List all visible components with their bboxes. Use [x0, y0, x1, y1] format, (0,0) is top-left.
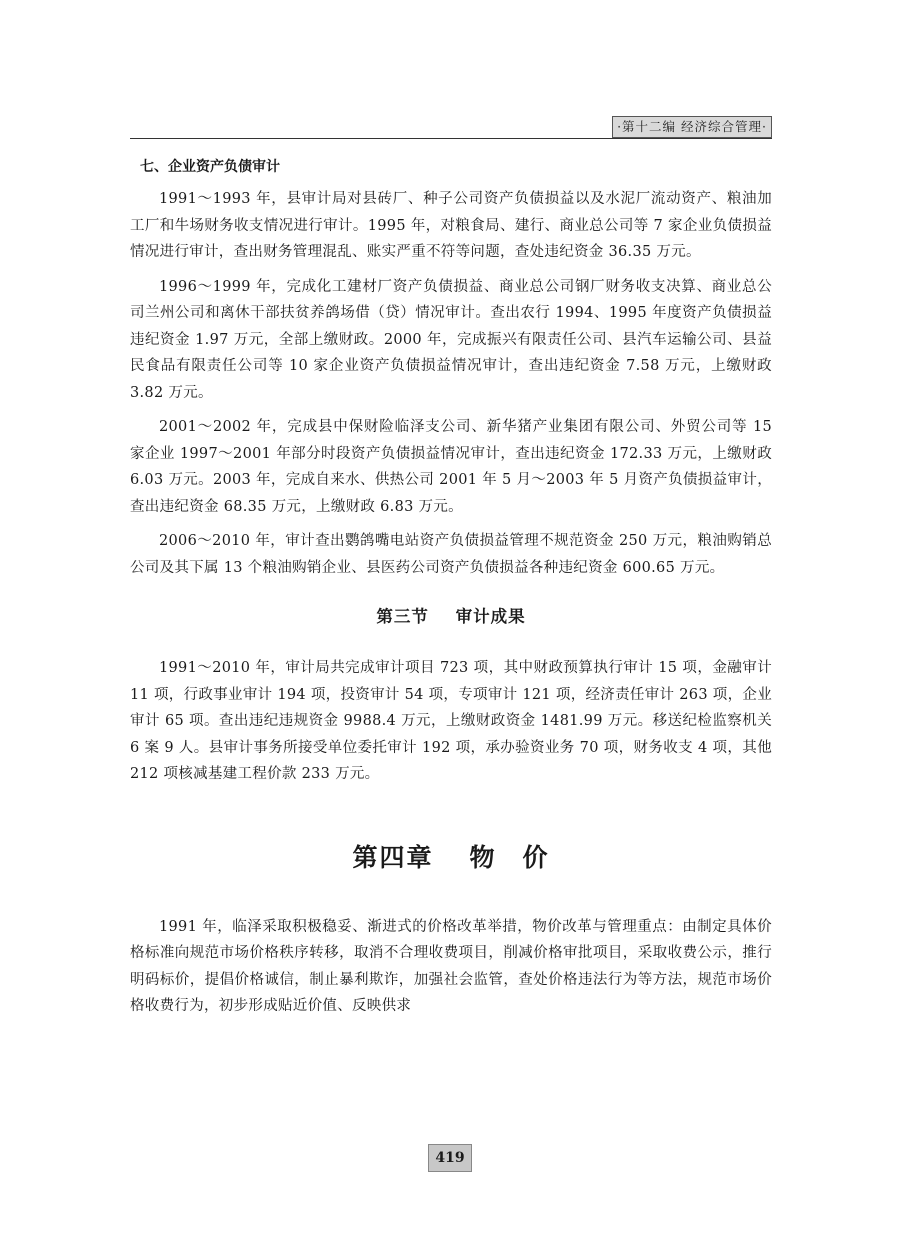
chapter-name-char-2: 价 [522, 842, 550, 872]
paragraph: 1996～1999 年，完成化工建材厂资产负债损益、商业总公司钢厂财务收支决算、商业总公司兰州公司和离休干部扶贫养鸽场借（贷）情况审计。查出农行 1994、1995 年度资产负债损益违纪资金 1.97 万元，全部上缴财政。2000 年，完成振兴有限责任公司、县汽车运输公司、县益民食品有限责任公司等 10 家企业资产负债损益情况审计，查出违纪资金 7.58 万元，上缴财政 3.82 万元。 [130, 278, 772, 401]
section-name: 审计成果 [455, 607, 526, 626]
chapter-number: 第四章 [352, 842, 434, 872]
section-number: 第三节 [376, 607, 429, 626]
subsection-heading-enterprise-audit: 七、企业资产负债审计 [140, 159, 280, 175]
paragraph: 1991 年，临泽采取积极稳妥、渐进式的价格改革举措，物价改革与管理重点：由制定具体价格标准向规范市场价格秩序转移，取消不合理收费项目，削减价格审批项目，采取收费公示，推行明码标价，提倡价格诚信，制止暴利欺诈，加强社会监管，查处价格违法行为等方法，规范市场价格收费行为，初步形成贴近价值、反映供求 [130, 918, 772, 1014]
header-divider [130, 138, 772, 139]
page-number: 419 [428, 1144, 472, 1172]
paragraph: 1991～1993 年，县审计局对县砖厂、种子公司资产负债损益以及水泥厂流动资产、粮油加工厂和牛场财务收支情况进行审计。1995 年，对粮食局、建行、商业总公司等 7 家企业负债损益情况进行审计，查出财务管理混乱、账实严重不符等问题，查处违纪资金 36.35 万元。 [130, 191, 772, 260]
chapter-name-char-1: 物 [469, 842, 497, 872]
chapter-title-prices [130, 838, 772, 874]
running-header: ·第十二编 经济综合管理· [612, 116, 772, 138]
page-content [130, 156, 772, 1028]
paragraph: 2001～2002 年，完成县中保财险临泽支公司、新华猪产业集团有限公司、外贸公司等 15 家企业 1997～2001 年部分时段资产负债损益情况审计，查出违纪资金 172.33 万元，上缴财政 6.03 万元。2003 年，完成自来水、供热公司 2001 年 5 月～2003 年 5 月资产负债损益审计，查出违纪资金 68.35 万元，上缴财政 6.83 万元。 [130, 419, 772, 515]
section-title-audit-results [130, 603, 772, 627]
paragraph: 2006～2010 年，审计查出鹦鸽嘴电站资产负债损益管理不规范资金 250 万元，粮油购销总公司及其下属 13 个粮油购销企业、县医药公司资产负债损益各种违纪资金 600.65 万元。 [130, 533, 772, 576]
paragraph: 1991～2010 年，审计局共完成审计项目 723 项，其中财政预算执行审计 15 项，金融审计 11 项，行政事业审计 194 项，投资审计 54 项，专项审计 121 项，经济责任审计 263 项，企业审计 65 项。查出违纪违规资金 9988.4 万元，上缴财政资金 1481.99 万元。移送纪检监察机关 6 案 9 人。县审计事务所接受单位委托审计 192 项，承办验资业务 70 项，财务收支 4 项，其他 212 项核减基建工程价款 233 万元。 [130, 660, 772, 782]
